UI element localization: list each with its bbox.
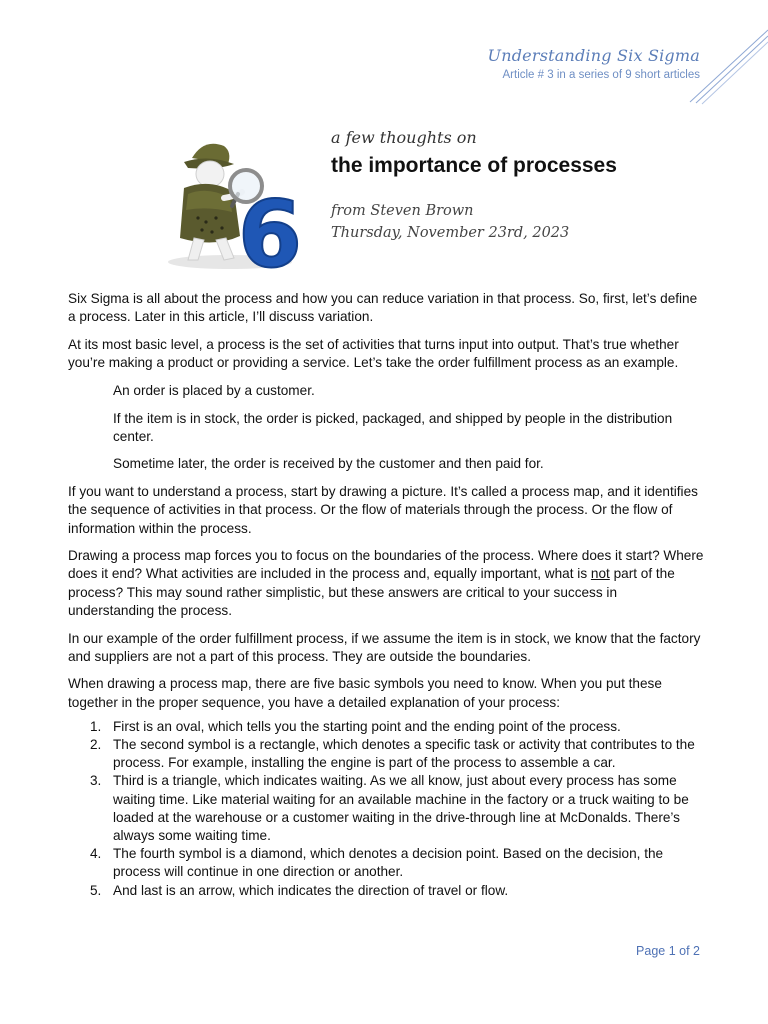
author: from Steven Brown bbox=[331, 203, 474, 219]
series-title: Understanding Six Sigma bbox=[487, 46, 700, 65]
article-body bbox=[68, 290, 704, 900]
list-item bbox=[68, 772, 704, 845]
symbols-list bbox=[68, 718, 704, 900]
paragraph-example: In our example of the order fulfillment process, if we assume the item is in stock, we know that the factory and suppliers are not a part of this process. They are outside the boundaries. bbox=[68, 630, 701, 664]
page-number: Page 1 of 2 bbox=[636, 944, 700, 958]
list-item bbox=[68, 736, 704, 772]
list-number: 5. bbox=[90, 882, 102, 898]
list-number: 2. bbox=[90, 737, 102, 753]
date: Thursday, November 23rd, 2023 bbox=[331, 225, 570, 241]
step-2: If the item is in stock, the order is picked, packaged, and shipped by people in the distribution center. bbox=[113, 410, 673, 444]
list-item bbox=[68, 882, 704, 900]
detective-with-magnifying-glass-icon bbox=[158, 136, 310, 274]
paragraph-symbols: When drawing a process map, there are five basic symbols you need to know. When you put these together in the proper sequence, you have a detailed explanation of your process: bbox=[68, 676, 662, 710]
list-item bbox=[68, 845, 704, 881]
step-3: Sometime later, the order is received by the customer and then paid for. bbox=[113, 456, 544, 472]
six-glyph: 6 bbox=[238, 181, 303, 274]
corner-decoration-lines bbox=[688, 0, 768, 110]
step-1: An order is placed by a customer. bbox=[113, 382, 315, 398]
underlined-not: not bbox=[590, 566, 610, 582]
list-text: The second symbol is a rectangle, which denotes a specific task or activity that contributes to the process. For example, installing the engine is part of the process to assemble a car. bbox=[113, 737, 695, 771]
paragraph-definition: At its most basic level, a process is the set of activities that turns input into output. That’s true whether you’re making a product or providing a service. Let’s take the order fulfillment process as an example. bbox=[68, 336, 679, 371]
paragraph-process-map: If you want to understand a process, start by drawing a picture. It’s called a process map, and it identifies the sequence of activities in that process. Or the flow of materials through the process. Or the flow of information within the process. bbox=[68, 484, 698, 536]
list-text: The fourth symbol is a diamond, which denotes a decision point. Based on the decision, the process will continue in one direction or another. bbox=[113, 846, 664, 880]
list-number: 4. bbox=[90, 846, 102, 862]
paragraph-boundaries bbox=[68, 547, 704, 620]
boundaries-text-a: Drawing a process map forces you to focus on the boundaries of the process. Where does it start? Where does it end? What activities are included in the process and, equally important, what is bbox=[68, 548, 704, 582]
article-kicker: a few thoughts on bbox=[331, 128, 477, 147]
byline bbox=[331, 200, 569, 244]
list-text: First is an oval, which tells you the starting point and the ending point of the process. bbox=[113, 718, 621, 734]
series-subtitle: Article # 3 in a series of 9 short articles bbox=[502, 69, 700, 81]
article-title: the importance of processes bbox=[331, 154, 617, 177]
list-text: Third is a triangle, which indicates waiting. As we all know, just about every process has some waiting time. Like material waiting for an available machine in the factory or a truck waiting to be loaded at the warehouse or a customer waiting in the drive-through line at McDonalds. There’s always some waiting time. bbox=[113, 773, 689, 844]
list-item bbox=[68, 718, 704, 736]
list-number: 3. bbox=[90, 773, 102, 789]
list-number: 1. bbox=[90, 718, 102, 734]
boundaries-text-b: part of the process? This may sound rather simplistic, but these answers are critical to your success in understanding the process. bbox=[68, 566, 675, 618]
list-text: And last is an arrow, which indicates the direction of travel or flow. bbox=[113, 882, 509, 898]
paragraph-intro: Six Sigma is all about the process and how you can reduce variation in that process. So, first, let’s define a process. Later in this article, I’ll discuss variation. bbox=[68, 291, 698, 325]
